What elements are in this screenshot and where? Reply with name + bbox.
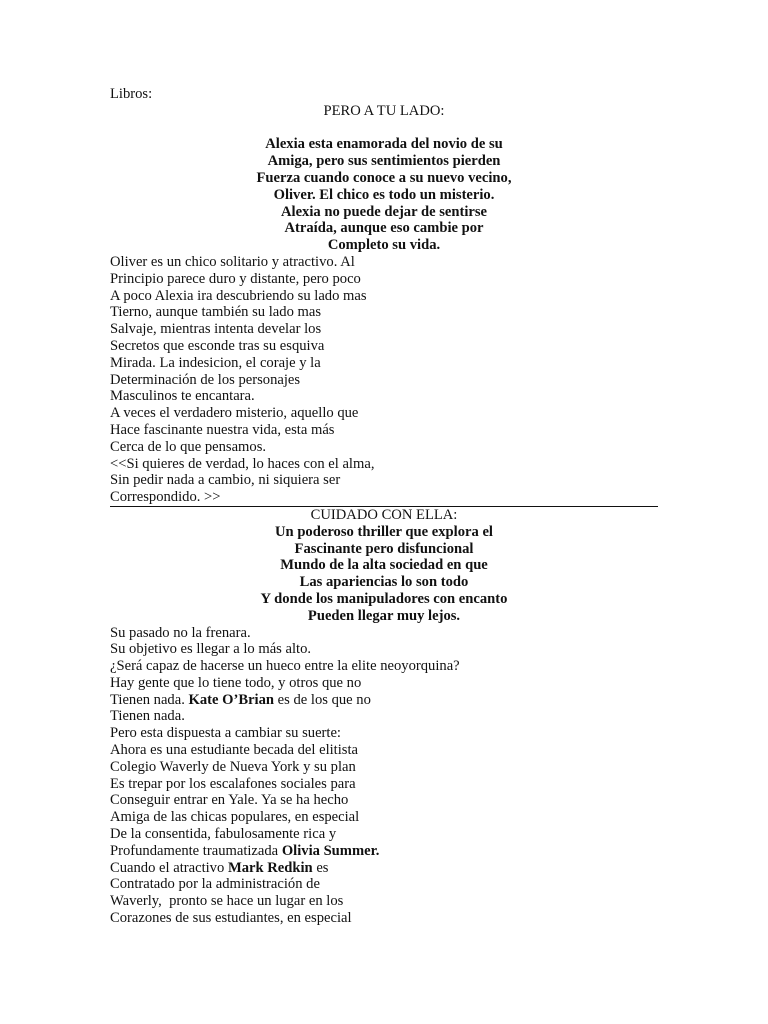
body-text: es de los que no (274, 691, 371, 708)
body-text: es (312, 859, 329, 876)
book-description (110, 625, 658, 927)
body-line: Su objetivo es llegar a lo más alto. (110, 641, 312, 658)
body-line: Masculinos te encantara. (110, 388, 255, 405)
blurb-line: Pueden llegar muy lejos. (307, 607, 461, 624)
body-line: Cerca de lo que pensamos. (110, 438, 267, 455)
blurb-line: Fascinante pero disfuncional (294, 540, 474, 557)
character-name: Olivia Summer. (281, 842, 380, 859)
section-label: Libros: (110, 86, 153, 102)
book-pero-a-tu-lado (110, 103, 658, 506)
body-line: Tierno, aunque también su lado mas (110, 304, 322, 321)
body-line: ¿Será capaz de hacerse un hueco entre la elite neoyorquina? (110, 658, 460, 675)
blurb-line: Alexia esta enamorada del novio de su (265, 136, 503, 153)
body-text: Profundamente traumatizada (110, 842, 282, 859)
body-line: Amiga de las chicas populares, en especial (110, 809, 360, 826)
book-description (110, 254, 658, 506)
body-line: Correspondido. >> (110, 489, 221, 506)
body-line (110, 860, 658, 877)
body-line (110, 692, 658, 709)
body-text: Tienen nada. (110, 691, 189, 708)
book-title: PERO A TU LADO: (323, 102, 445, 119)
body-line: Oliver es un chico solitario y atractivo. Al (110, 253, 355, 270)
spacer (110, 120, 658, 137)
blurb-line: Amiga, pero sus sentimientos pierden (267, 153, 501, 170)
body-line: Tienen nada. (110, 708, 185, 725)
book-blurb (110, 136, 658, 254)
book-cuidado-con-ella (110, 507, 658, 927)
body-line: <<Si quieres de verdad, lo haces con el alma, (110, 455, 375, 472)
body-line: Secretos que esconde tras su esquiva (110, 337, 325, 354)
body-line: A veces el verdadero misterio, aquello que (110, 405, 359, 422)
book-blurb (110, 524, 658, 625)
body-line: Sin pedir nada a cambio, ni siquiera ser (110, 472, 341, 489)
blurb-line: Alexia no puede dejar de sentirse (280, 203, 488, 220)
book-title: CUIDADO CON ELLA: (310, 506, 458, 523)
body-line: Pero esta dispuesta a cambiar su suerte: (110, 725, 341, 742)
body-line: Ahora es una estudiante becada del elitista (110, 742, 358, 759)
body-line: Colegio Waverly de Nueva York y su plan (110, 758, 356, 775)
body-line: Contratado por la administración de (110, 876, 320, 893)
body-line: Principio parece duro y distante, pero poco (110, 270, 361, 287)
character-name: Mark Redkin (227, 859, 313, 876)
body-line: Hace fascinante nuestra vida, esta más (110, 421, 335, 438)
blurb-line: Y donde los manipuladores con encanto (260, 590, 508, 607)
blurb-line: Las apariencias lo son todo (299, 574, 469, 591)
blurb-line: Mundo de la alta sociedad en que (280, 557, 488, 574)
document-content (110, 86, 658, 927)
body-line: De la consentida, fabulosamente rica y (110, 826, 337, 843)
body-line: Hay gente que lo tiene todo, y otros que no (110, 674, 362, 691)
blurb-line: Fuerza cuando conoce a su nuevo vecino, (256, 169, 512, 186)
blurb-line: Atraída, aunque eso cambie por (284, 220, 484, 237)
body-text: Cuando el atractivo (110, 859, 228, 876)
blurb-line: Completo su vida. (327, 237, 441, 254)
blurb-line: Un poderoso thriller que explora el (275, 523, 493, 540)
body-line: Es trepar por los escalafones sociales para (110, 775, 356, 792)
character-name: Kate O’Brian (188, 691, 275, 708)
body-line: Corazones de sus estudiantes, en especial (110, 910, 352, 927)
blurb-line: Oliver. El chico es todo un misterio. (273, 186, 495, 203)
body-line: Waverly, pronto se hace un lugar en los (110, 893, 344, 910)
body-line: Mirada. La indesicion, el coraje y la (110, 354, 321, 371)
body-line: Conseguir entrar en Yale. Ya se ha hecho (110, 792, 349, 809)
body-line: Salvaje, mientras intenta develar los (110, 321, 322, 338)
body-line: Su pasado no la frenara. (110, 624, 251, 641)
body-line (110, 843, 658, 860)
body-line: A poco Alexia ira descubriendo su lado mas (110, 287, 367, 304)
body-line: Determinación de los personajes (110, 371, 301, 388)
